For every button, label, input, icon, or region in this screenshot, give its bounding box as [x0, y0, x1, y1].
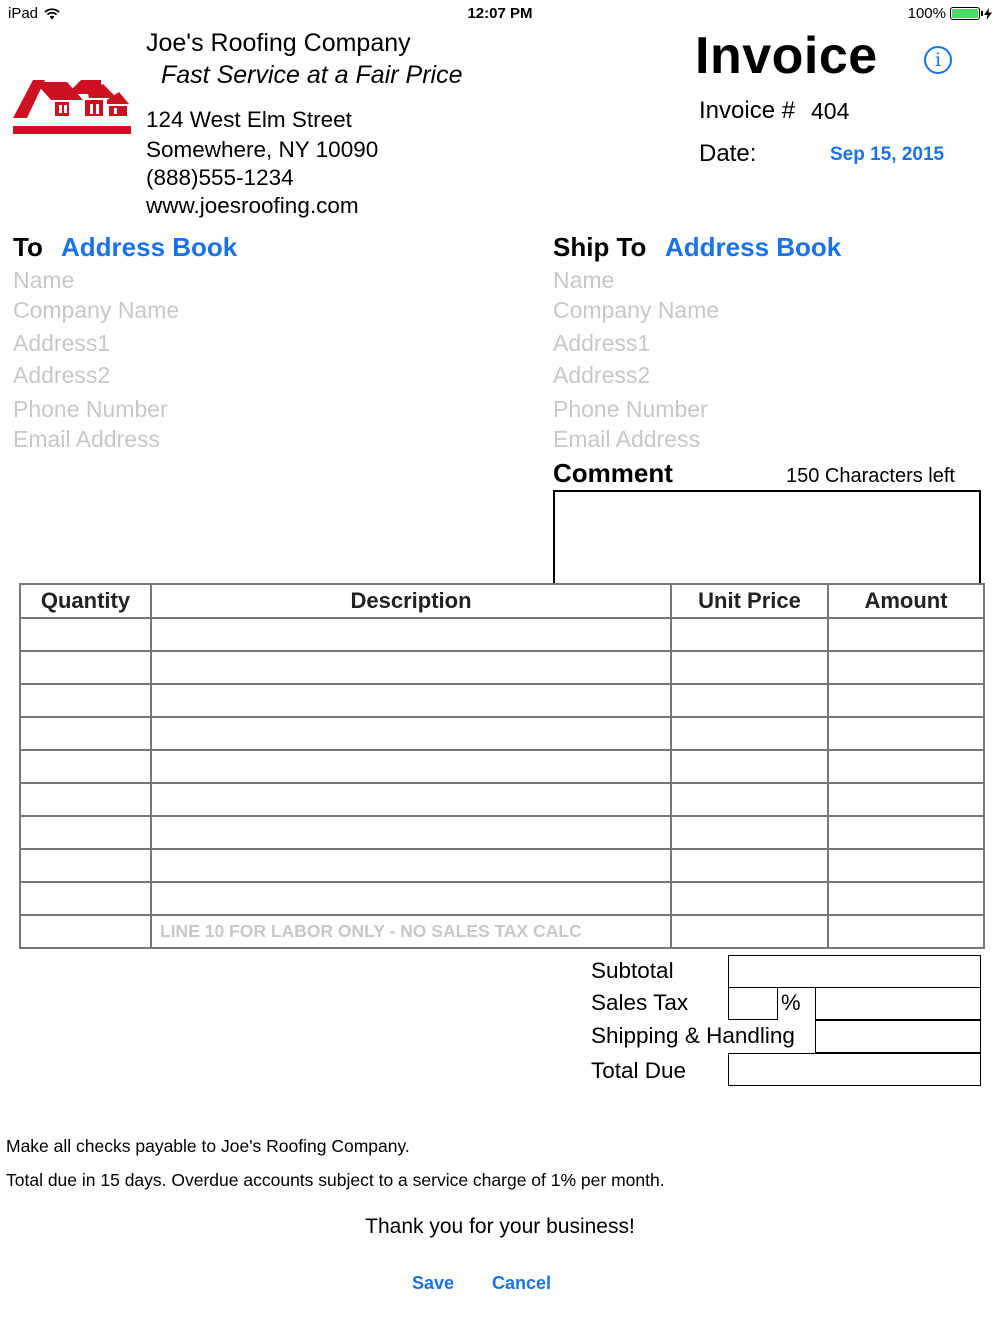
- status-bar: [0, 0, 1000, 28]
- invoice-number[interactable]: 404: [811, 98, 850, 124]
- table-row: [20, 783, 984, 816]
- description-cell[interactable]: [151, 750, 671, 783]
- ship-to-address2-field[interactable]: Address2: [553, 362, 651, 388]
- description-cell[interactable]: [151, 816, 671, 849]
- amount-cell: [828, 717, 984, 750]
- column-header-unit-price: Unit Price: [671, 584, 828, 618]
- charging-icon: [984, 8, 992, 20]
- ship-to-address1-field[interactable]: Address1: [553, 330, 651, 356]
- labor-description-cell[interactable]: LINE 10 FOR LABOR ONLY - NO SALES TAX CALC: [151, 915, 671, 948]
- amount-cell: [828, 684, 984, 717]
- date-label: Date:: [699, 140, 757, 167]
- table-header-row: [20, 584, 984, 618]
- table-row: [20, 717, 984, 750]
- shipping-input[interactable]: [815, 1020, 981, 1053]
- ship-to-label: Ship To: [553, 232, 647, 262]
- unit-price-cell[interactable]: [671, 750, 828, 783]
- table-row: [20, 651, 984, 684]
- column-header-amount: Amount: [828, 584, 984, 618]
- bill-to-address1-field[interactable]: Address1: [13, 330, 111, 356]
- table-row: [20, 849, 984, 882]
- ship-to-company-field[interactable]: Company Name: [553, 297, 720, 323]
- quantity-cell[interactable]: [20, 618, 151, 651]
- unit-price-cell[interactable]: [671, 882, 828, 915]
- ship-to-email-field[interactable]: Email Address: [553, 426, 701, 452]
- subtotal-value: [728, 955, 981, 988]
- unit-price-cell[interactable]: [671, 618, 828, 651]
- unit-price-cell[interactable]: [671, 717, 828, 750]
- quantity-cell[interactable]: [20, 816, 151, 849]
- characters-left-counter: 150 Characters left: [786, 465, 955, 487]
- cancel-button[interactable]: Cancel: [492, 1273, 552, 1293]
- bill-to-label: To: [13, 232, 43, 262]
- quantity-cell[interactable]: [20, 684, 151, 717]
- quantity-cell[interactable]: [20, 717, 151, 750]
- description-cell[interactable]: [151, 684, 671, 717]
- bill-to-address2-field[interactable]: Address2: [13, 362, 111, 388]
- total-due-value: [728, 1053, 981, 1086]
- invoice-title: Invoice: [695, 27, 878, 85]
- amount-cell: [828, 816, 984, 849]
- description-cell[interactable]: [151, 882, 671, 915]
- quantity-cell[interactable]: [20, 882, 151, 915]
- bill-to-phone-field[interactable]: Phone Number: [13, 396, 168, 422]
- shipping-label: Shipping & Handling: [591, 1023, 795, 1048]
- company-logo-icon: [11, 76, 131, 138]
- amount-cell: [828, 783, 984, 816]
- description-cell[interactable]: [151, 783, 671, 816]
- percent-sign: %: [781, 990, 801, 1015]
- battery-percent: 100%: [907, 5, 946, 22]
- unit-price-cell[interactable]: [671, 915, 828, 948]
- quantity-cell[interactable]: [20, 783, 151, 816]
- company-tagline: Fast Service at a Fair Price: [161, 61, 463, 89]
- table-row: [20, 684, 984, 717]
- sales-tax-label: Sales Tax: [591, 990, 689, 1015]
- status-right: [908, 5, 992, 22]
- company-phone: (888)555-1234: [146, 165, 294, 190]
- amount-cell: [828, 882, 984, 915]
- description-cell[interactable]: [151, 618, 671, 651]
- sales-tax-value: [815, 987, 981, 1020]
- table-row: [20, 618, 984, 651]
- subtotal-label: Subtotal: [591, 958, 674, 983]
- payment-note: Make all checks payable to Joe's Roofing Company.: [6, 1136, 410, 1156]
- thank-you-message: Thank you for your business!: [365, 1215, 635, 1238]
- comment-label: Comment: [553, 458, 673, 488]
- quantity-cell[interactable]: [20, 915, 151, 948]
- bill-to-email-field[interactable]: Email Address: [13, 426, 161, 452]
- amount-cell: [828, 618, 984, 651]
- unit-price-cell[interactable]: [671, 783, 828, 816]
- table-row: [20, 882, 984, 915]
- amount-cell: [828, 750, 984, 783]
- sales-tax-rate-input[interactable]: [728, 987, 778, 1020]
- column-header-description: Description: [151, 584, 671, 618]
- quantity-cell[interactable]: [20, 750, 151, 783]
- status-time: 12:07 PM: [467, 5, 533, 22]
- amount-cell: [828, 915, 984, 948]
- line-items-table: [19, 583, 985, 949]
- amount-cell: [828, 651, 984, 684]
- bill-to-company-field[interactable]: Company Name: [13, 297, 180, 323]
- table-row: [20, 750, 984, 783]
- bill-to-address-book-button[interactable]: Address Book: [61, 232, 238, 262]
- company-address-1: 124 West Elm Street: [146, 107, 352, 132]
- company-website: www.joesroofing.com: [146, 193, 359, 218]
- invoice-number-label: Invoice #: [699, 97, 796, 124]
- device-name: iPad: [8, 5, 39, 22]
- terms-note: Total due in 15 days. Overdue accounts subject to a service charge of 1% per month.: [6, 1170, 665, 1190]
- unit-price-cell[interactable]: [671, 816, 828, 849]
- company-address-2: Somewhere, NY 10090: [146, 137, 379, 162]
- description-cell[interactable]: [151, 717, 671, 750]
- date-picker[interactable]: Sep 15, 2015: [830, 144, 945, 165]
- ship-to-name-field[interactable]: Name: [553, 267, 615, 293]
- description-cell[interactable]: [151, 651, 671, 684]
- company-name: Joe's Roofing Company: [146, 29, 411, 57]
- quantity-cell[interactable]: [20, 849, 151, 882]
- comment-textarea[interactable]: [553, 490, 981, 583]
- battery-icon: [950, 7, 980, 20]
- total-due-label: Total Due: [591, 1058, 687, 1083]
- save-button[interactable]: Save: [412, 1273, 455, 1293]
- ship-to-phone-field[interactable]: Phone Number: [553, 396, 708, 422]
- unit-price-cell[interactable]: [671, 684, 828, 717]
- quantity-cell[interactable]: [20, 651, 151, 684]
- info-icon[interactable]: i: [924, 46, 952, 74]
- unit-price-cell[interactable]: [671, 651, 828, 684]
- table-row: [20, 816, 984, 849]
- unit-price-cell[interactable]: [671, 849, 828, 882]
- column-header-quantity: Quantity: [20, 584, 151, 618]
- amount-cell: [828, 849, 984, 882]
- table-row-labor: [20, 915, 984, 948]
- bill-to-name-field[interactable]: Name: [13, 267, 75, 293]
- description-cell[interactable]: [151, 849, 671, 882]
- ship-to-address-book-button[interactable]: Address Book: [665, 232, 842, 262]
